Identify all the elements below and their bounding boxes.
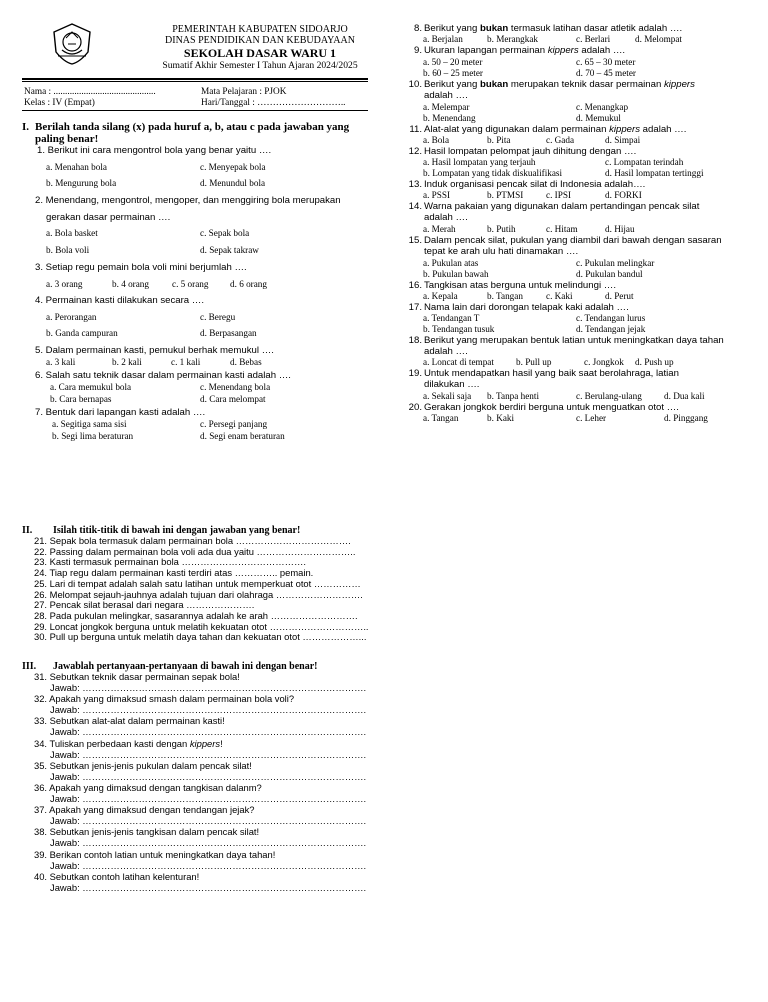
fill-item-21[interactable]: 21. Sepak bola termasuk dalam permainan bola ………………………………. (34, 535, 351, 546)
question-19-line-2: dilakukan …. (424, 379, 480, 390)
q9-option-d[interactable]: d. 70 – 45 meter (576, 68, 636, 78)
q10-option-d[interactable]: d. Memukul (576, 113, 621, 123)
q3-option-d[interactable]: d. 6 orang (230, 279, 267, 289)
question-2: 2. Menendang, mengontrol, mengoper, dan menggiring bola merupakan (35, 195, 341, 206)
question-20: Gerakan jongkok berdiri berguna untuk menguatkan otot …. (424, 402, 679, 413)
q6-option-c[interactable]: c. Menendang bola (200, 382, 271, 392)
question-10-number: 10. (408, 79, 422, 90)
question-8: Berikut yang bukan termasuk latihan dasar atletik adalah …. (424, 23, 683, 34)
q10-option-b[interactable]: b. Menendang (423, 113, 476, 123)
q16-option-d[interactable]: d. Perut (605, 291, 634, 301)
section-1-number: I. (22, 121, 30, 133)
question-20-number: 20. (408, 402, 422, 413)
q18-option-c[interactable]: c. Jongkok (584, 357, 624, 367)
q3-option-b[interactable]: b. 4 orang (112, 279, 149, 289)
q3-option-c[interactable]: c. 5 orang (172, 279, 209, 289)
q11-option-d[interactable]: d. Simpai (605, 135, 641, 145)
q17-option-d[interactable]: d. Tendangan jejak (576, 324, 646, 334)
question-9: Ukuran lapangan permainan kippers adalah …. (424, 45, 626, 56)
q10-option-a[interactable]: a. Melempar (423, 102, 470, 112)
fill-item-27[interactable]: 27. Pencak silat berasal dari negara …………………. (34, 599, 255, 611)
regency-logo-icon (50, 22, 94, 66)
question-9-number: 9. (413, 45, 422, 56)
question-2-line-2: gerakan dasar permainan …. (46, 212, 171, 223)
question-12-number: 12. (408, 146, 422, 157)
question-14: Warna pakaian yang digunakan dalam pertandingan pencak silat (424, 201, 700, 212)
q10-option-c[interactable]: c. Menangkap (576, 102, 629, 112)
q19-option-b[interactable]: b. Tanpa henti (487, 391, 540, 401)
header-rule-thin (22, 81, 368, 82)
question-5: 5. Dalam permainan kasti, pemukul berhak memukul …. (35, 345, 274, 356)
q8-option-b[interactable]: b. Merangkak (487, 34, 539, 44)
q16-option-a[interactable]: a. Kepala (423, 291, 458, 301)
q13-option-b[interactable]: b. PTMSI (487, 190, 524, 200)
q5-option-c[interactable]: c. 1 kali (171, 357, 201, 367)
answer-line-38[interactable]: Jawab: ………………………………………………………………………………. (50, 837, 367, 849)
question-15-line-2: tepat ke arah ulu hati dinamakan …. (424, 246, 579, 257)
question-14-line-2: adalah …. (424, 212, 468, 223)
answer-line-31[interactable]: Jawab: ………………………………………………………………………………. (50, 682, 367, 693)
q12-option-b[interactable]: b. Lompatan yang tidak diskualifikasi (423, 168, 563, 178)
q14-option-a[interactable]: a. Merah (423, 224, 456, 234)
section-1-title-2: paling benar! (35, 133, 99, 145)
question-13: Induk organisasi pencak silat di Indonesia adalah…. (424, 179, 646, 190)
q17-option-b[interactable]: b. Tendangan tusuk (423, 324, 495, 334)
essay-question-32: 32. Apakah yang dimaksud smash dalam permainan bola voli? (34, 693, 295, 705)
q6-option-b[interactable]: b. Cara bernapas (50, 394, 112, 404)
fill-item-25[interactable]: 25. Lari di tempat adalah salah satu latihan untuk memperkuat otot …………… (34, 577, 361, 589)
question-18: Berikut yang merupakan bentuk latian untuk meningkatkan daya tahan (424, 335, 724, 346)
q7-option-b[interactable]: b. Segi lima beraturan (52, 431, 134, 441)
question-6: 6. Salah satu teknik dasar dalam permainan kasti adalah …. (35, 370, 291, 381)
question-1: 1. Berikut ini cara mengontrol bola yang benar yaitu …. (37, 145, 272, 156)
q2-option-a[interactable]: a. Bola basket (46, 228, 98, 238)
q19-option-c[interactable]: c. Berulang-ulang (576, 391, 642, 401)
answer-line-36[interactable]: Jawab: ………………………………………………………………………………. (50, 793, 367, 804)
q5-option-d[interactable]: d. Bebas (230, 357, 262, 367)
q20-option-a[interactable]: a. Tangan (423, 413, 459, 423)
q15-option-c[interactable]: c. Pukulan melingkar (576, 258, 655, 268)
exam-title: Sumatif Akhir Semester I Tahun Ajaran 2024/2025 (162, 60, 358, 71)
essay-question-38: 38. Sebutkan jenis-jenis tangkisan dalam pencak silat! (34, 826, 260, 838)
essay-question-33: 33. Sebutkan alat-alat dalam permainan kasti! (34, 715, 225, 727)
answer-line-34[interactable]: Jawab: ………………………………………………………………………………. (50, 748, 367, 760)
q8-option-c[interactable]: c. Berlari (576, 34, 611, 44)
q14-option-c[interactable]: c. Hitam (546, 224, 578, 234)
question-16: Tangkisan atas berguna untuk melindungi …. (424, 280, 616, 291)
question-19: Untuk mendapatkan hasil yang baik saat berolahraga, latian (424, 368, 679, 379)
q18-option-d[interactable]: d. Push up (635, 357, 674, 367)
q7-option-c[interactable]: c. Persegi panjang (200, 419, 268, 429)
q13-option-c[interactable]: c. IPSI (546, 190, 572, 200)
q4-option-a[interactable]: a. Perorangan (46, 312, 97, 322)
q1-option-d[interactable]: d. Menundul bola (200, 178, 266, 188)
q18-option-a[interactable]: a. Loncat di tempat (423, 357, 494, 367)
q1-option-c[interactable]: c. Menyepak bola (200, 162, 266, 172)
q16-option-b[interactable]: b. Tangan (487, 291, 523, 301)
q5-option-a[interactable]: a. 3 kali (46, 357, 76, 367)
q4-option-c[interactable]: c. Beregu (200, 312, 236, 322)
q18-option-b[interactable]: b. Pull up (516, 357, 552, 367)
fill-item-26[interactable]: 26. Melompat sejauh-jauhnya adalah tujuan dari olahraga ………………………. (34, 588, 363, 600)
essay-question-37: 37. Apakah yang dimaksud dengan tendangan jejak? (34, 804, 255, 816)
q6-option-d[interactable]: d. Cara melompat (200, 394, 266, 404)
q12-option-c[interactable]: c. Lompatan terindah (605, 157, 684, 167)
answer-line-35[interactable]: Jawab: ………………………………………………………………………………. (50, 770, 367, 782)
question-10-line-2: adalah …. (424, 90, 468, 101)
q2-option-c[interactable]: c. Sepak bola (200, 228, 250, 238)
q4-option-b[interactable]: b. Ganda campuran (46, 328, 118, 338)
school-name: SEKOLAH DASAR WARU 1 (183, 46, 337, 60)
essay-question-35: 35. Sebutkan jenis-jenis pukulan dalam pencak silat! (34, 759, 252, 771)
header-rule-thick (22, 78, 368, 80)
question-8-number: 8. (413, 23, 422, 34)
q2-option-b[interactable]: b. Bola voli (46, 245, 90, 255)
q7-option-a[interactable]: a. Segitiga sama sisi (52, 419, 127, 429)
header-line-2: DINAS PENDIDIKAN DAN KEBUDAYAAN (165, 35, 355, 46)
fill-item-23[interactable]: 23. Kasti termasuk permainan bola …………………………………. (34, 556, 306, 568)
q1-option-b[interactable]: b. Mengurung bola (46, 178, 117, 188)
header-line-1: PEMERINTAH KABUPATEN SIDOARJO (172, 24, 348, 35)
section-3-number: III. (22, 661, 37, 672)
q20-option-d[interactable]: d. Pinggang (664, 413, 708, 423)
q4-option-d[interactable]: d. Berpasangan (200, 328, 257, 338)
question-3: 3. Setiap regu pemain bola voli mini berjumlah …. (35, 262, 247, 273)
q13-option-d[interactable]: d. FORKI (605, 190, 642, 200)
q15-option-b[interactable]: b. Pukulan bawah (423, 269, 489, 279)
q9-option-c[interactable]: c. 65 – 30 meter (576, 57, 636, 67)
q15-option-d[interactable]: d. Pukulan bandul (576, 269, 643, 279)
fill-item-28[interactable]: 28. Pada pukulan melingkar, sasarannya adalah ke arah ………………………. (34, 609, 358, 621)
q11-option-c[interactable]: c. Gada (546, 135, 575, 145)
question-17-number: 17. (408, 302, 422, 313)
section-2-number: II. (22, 525, 33, 536)
fill-item-24[interactable]: 24. Tiap regu dalam permainan kasti terdiri atas ………….. pemain. (34, 567, 314, 579)
answer-line-40[interactable]: Jawab: ………………………………………………………………………………. (50, 881, 367, 893)
q13-option-a[interactable]: a. PSSI (423, 190, 451, 200)
essay-question-40: 40. Sebutkan contoh latihan kelenturan! (34, 870, 200, 882)
essay-question-31: 31. Sebutkan teknik dasar permainan sepak bola! (34, 671, 240, 682)
q14-option-d[interactable]: d. Hijau (605, 224, 635, 234)
answer-line-39[interactable]: Jawab: ………………………………………………………………………………. (50, 859, 367, 871)
q17-option-a[interactable]: a. Tendangan T (423, 313, 480, 323)
identity-rule (22, 110, 368, 111)
essay-question-36: 36. Apakah yang dimaksud dengan tangkisan dalanm? (34, 782, 262, 793)
section-2-title: Isilah titik-titik di bawah ini dengan jawaban yang benar! (53, 525, 301, 536)
answer-line-33[interactable]: Jawab: ………………………………………………………………………………. (50, 726, 367, 738)
q11-option-b[interactable]: b. Pita (487, 135, 511, 145)
question-11: Alat-alat yang digunakan dalam permainan kippers adalah …. (424, 124, 687, 135)
q16-option-c[interactable]: c. Kaki (546, 291, 573, 301)
section-1-title: Berilah tanda silang (x) pada huruf a, b, atau c pada jawaban yang (35, 121, 350, 133)
q19-option-a[interactable]: a. Sekali saja (423, 391, 472, 401)
question-12: Hasil lompatan pelompat jauh dihitung dengan …. (424, 146, 637, 157)
question-19-number: 19. (408, 368, 422, 379)
question-17: Nama lain dari dorongan telapak kaki adalah …. (424, 302, 629, 313)
q2-option-d[interactable]: d. Sepak takraw (200, 245, 259, 255)
answer-line-32[interactable]: Jawab: ………………………………………………………………………………. (50, 704, 367, 716)
q1-option-a[interactable]: a. Menahan bola (46, 162, 107, 172)
q7-option-d[interactable]: d. Segi enam beraturan (200, 431, 285, 441)
q9-option-b[interactable]: b. 60 – 25 meter (423, 68, 483, 78)
question-16-number: 16. (408, 280, 422, 291)
question-7: 7. Bentuk dari lapangan kasti adalah …. (35, 407, 206, 418)
question-18-number: 18. (408, 335, 422, 346)
q20-option-b[interactable]: b. Kaki (487, 413, 515, 423)
essay-question-34: 34. Tuliskan perbedaan kasti dengan kippers! (34, 737, 223, 749)
q9-option-a[interactable]: a. 50 – 20 meter (423, 57, 483, 67)
hari-field[interactable]: Hari/Tanggal : ……………………….. (201, 98, 346, 108)
q8-option-d[interactable]: d. Melompat (635, 34, 682, 44)
q14-option-b[interactable]: b. Putih (487, 224, 516, 234)
q19-option-d[interactable]: d. Dua kali (664, 391, 705, 401)
question-15-number: 15. (408, 235, 422, 246)
question-10: Berikut yang bukan merupakan teknik dasar permainan kippers (424, 79, 695, 90)
answer-line-37[interactable]: Jawab: ………………………………………………………………………………. (50, 815, 367, 827)
fill-item-30[interactable]: 30. Pull up berguna untuk melatih daya tahan dan kekuatan otot ………………... (34, 631, 367, 643)
question-18-line-2: adalah …. (424, 346, 468, 357)
question-11-number: 11. (409, 124, 422, 135)
q12-option-a[interactable]: a. Hasil lompatan yang terjauh (423, 157, 536, 167)
question-13-number: 13. (408, 179, 422, 190)
q15-option-a[interactable]: a. Pukulan atas (423, 258, 479, 268)
essay-question-39: 39. Berikan contoh latian untuk meningkatkan daya tahan! (34, 848, 276, 860)
question-4: 4. Permainan kasti dilakukan secara …. (35, 295, 205, 306)
q12-option-d[interactable]: d. Hasil lompatan tertinggi (605, 168, 704, 178)
kelas-field: Kelas : IV (Empat) (24, 98, 95, 108)
q8-option-a[interactable]: a. Berjalan (423, 34, 463, 44)
q6-option-a[interactable]: a. Cara memukul bola (50, 382, 132, 392)
section-3-title: Jawablah pertanyaan-pertanyaan di bawah ini dengan benar! (53, 661, 318, 672)
q20-option-c[interactable]: c. Leher (576, 413, 607, 423)
mapel-field: Mata Pelajaran : PJOK (201, 87, 287, 97)
fill-item-22[interactable]: 22. Passing dalam permainan bola voli ada dua yaitu ………………………….. (34, 545, 356, 557)
q17-option-c[interactable]: c. Tendangan lurus (576, 313, 646, 323)
q11-option-a[interactable]: a. Bola (423, 135, 450, 145)
question-15: Dalam pencak silat, pukulan yang diambil dari bawah dengan sasaran (424, 235, 722, 246)
fill-item-29[interactable]: 29. Loncat jongkok berguna untuk melatih kekuatan otot ………………………….. (34, 620, 369, 632)
q3-option-a[interactable]: a. 3 orang (46, 279, 83, 289)
nama-field[interactable]: Nama : ............................................ (24, 87, 156, 97)
q5-option-b[interactable]: b. 2 kali (112, 357, 142, 367)
question-14-number: 14. (408, 201, 422, 212)
